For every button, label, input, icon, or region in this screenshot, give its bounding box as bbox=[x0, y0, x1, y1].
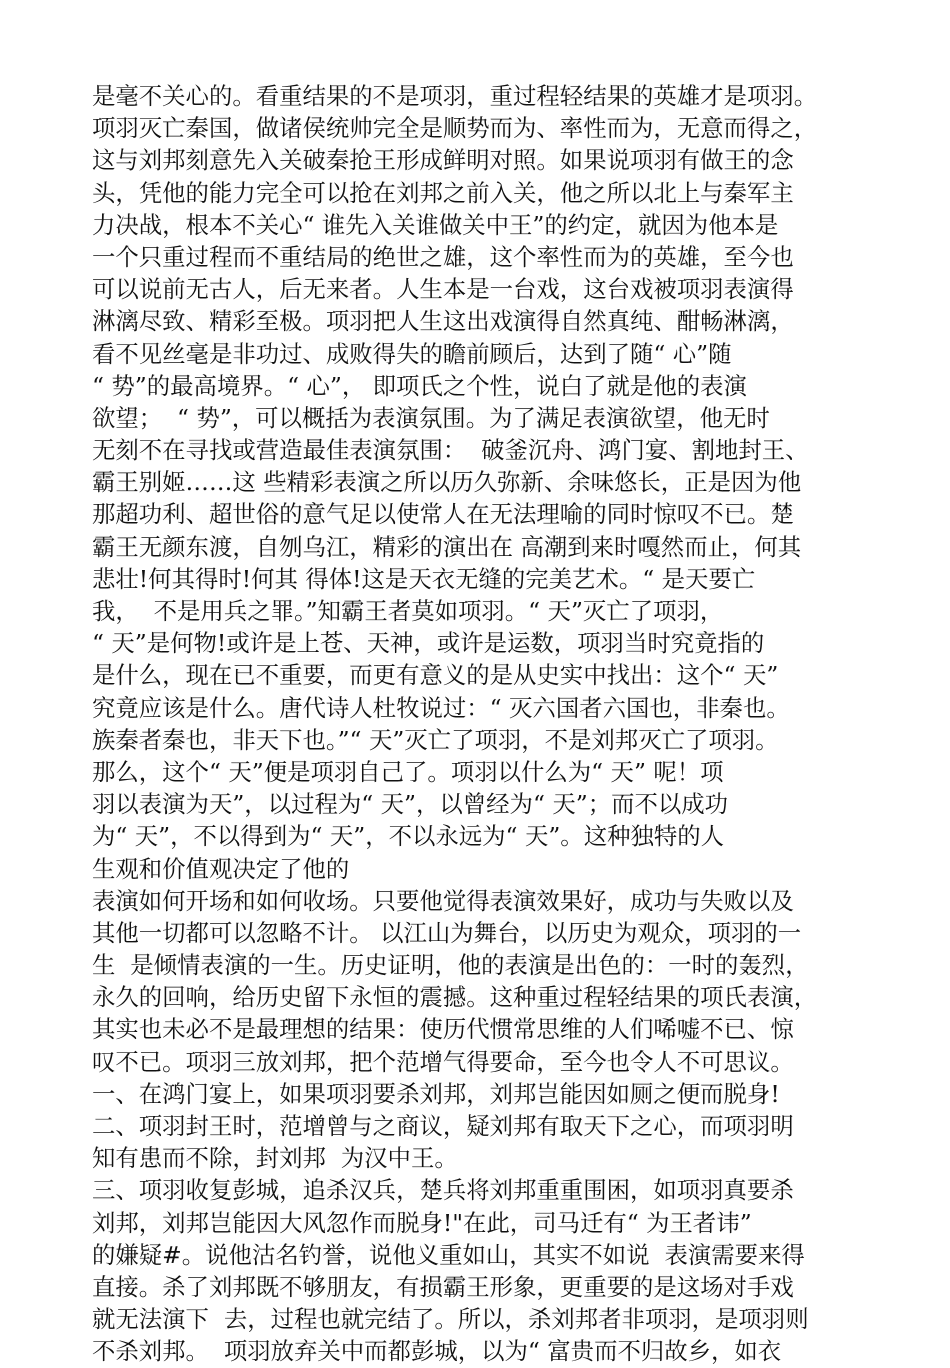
text-line: 生 是倾情表演的一生。历史证明，他的表演是出色的：一时的轰烈， bbox=[92, 951, 809, 980]
text-line: 力决战，根本不关心“ 谁先入关谁做关中王”的约定，就因为他本是 bbox=[92, 210, 779, 239]
text-line: 悲壮!何其得时!何其 得体!这是天衣无缝的完美艺术。“ 是天要亡 bbox=[92, 564, 756, 593]
text-line: 直接。杀了刘邦既不够朋友，有损霸王形象，更重要的是这场对手戏 bbox=[92, 1272, 794, 1301]
text-line: 项羽灭亡秦国，做诸侯统帅完全是顺势而为、率性而为，无意而得之， bbox=[92, 114, 818, 143]
text-line: 那超功利、超世俗的意气足以使常人在无法理喻的同时惊叹不已。楚 bbox=[92, 500, 794, 529]
text-line: 霸王别姬……这 些精彩表演之所以历久弥新、余味悠长，正是因为他 bbox=[92, 468, 802, 497]
text-line: 刘邦，刘邦岂能因大风忽作而脱身!"在此，司马迁有“ 为王者讳” bbox=[92, 1208, 752, 1237]
text-line: 无刻不在寻找或营造最佳表演氛围： 破釜沉舟、鸿门宴、割地封王、 bbox=[92, 436, 809, 465]
text-line: 其他一切都可以忽略不计。 以江山为舞台，以历史为观众，项羽的一 bbox=[92, 918, 802, 947]
text-line: 头，凭他的能力完全可以抢在刘邦之前入关，他之所以北上与秦军主 bbox=[92, 178, 794, 207]
text-line: 二、项羽封王时，范增曾与之商议，疑刘邦有取天下之心，而项羽明 bbox=[92, 1112, 794, 1140]
text-line: 为“ 天”，不以得到为“ 天”，不以永远为“ 天”。这种独特的人 bbox=[92, 822, 725, 851]
text-line: 一个只重过程而不重结局的绝世之雄，这个率性而为的英雄，至今也 bbox=[92, 242, 794, 271]
text-line: “ 势”的最高境界。“ 心”， 即项氏之个性，说白了就是他的表演 bbox=[92, 371, 747, 400]
text-line: 叹不已。项羽三放刘邦，把个范增气得要命，至今也令人不可思议。 bbox=[92, 1047, 794, 1076]
text-line: 淋漓尽致、精彩至极。项羽把人生这出戏演得自然真纯、酣畅淋漓， bbox=[92, 307, 794, 336]
text-line: 霸王无颜东渡，自刎乌江，精彩的演出在 高潮到来时嘎然而止，何其 bbox=[92, 532, 802, 561]
text-line: 族秦者秦也，非天下也。”“ 天”灭亡了项羽，不是刘邦灭亡了项羽。 bbox=[92, 725, 779, 754]
text-line: 就无法演下 去，过程也就完结了。所以，杀刘邦者非项羽，是项羽则 bbox=[92, 1305, 809, 1334]
text-line: 是毫不关心的。看重结果的不是项羽，重过程轻结果的英雄才是项羽。 bbox=[92, 82, 818, 110]
text-line: 的嫌疑#。说他沽名钓誉，说他义重如山，其实不如说 表演需要来得 bbox=[92, 1240, 805, 1269]
text-line: 我， 不是用兵之罪。”知霸王者莫如项羽。“ 天”灭亡了项羽， bbox=[92, 597, 724, 625]
text-line: 是什么，现在已不重要，而更有意义的是从史实中找出：这个“ 天” bbox=[92, 661, 779, 690]
text-line: 可以说前无古人，后无来者。人生本是一台戏，这台戏被项羽表演得 bbox=[92, 275, 794, 304]
text-line: 这与刘邦刻意先入关破秦抢王形成鲜明对照。如果说项羽有做王的念 bbox=[92, 146, 794, 175]
text-line: 一、在鸿门宴上，如果项羽要杀刘邦，刘邦岂能因如厕之便而脱身! bbox=[92, 1079, 780, 1108]
text-line: 其实也未必不是最理想的结果：使历代惯常思维的人们唏嘘不已、惊 bbox=[92, 1015, 794, 1044]
text-line: 那么，这个“ 天”便是项羽自己了。项羽以什么为“ 天” 呢！项 bbox=[92, 757, 724, 786]
text-line: 不杀刘邦。 项羽放弃关中而都彭城，以为“ 富贵而不归故乡，如衣 bbox=[92, 1337, 782, 1366]
text-line: 永久的回响，给历史留下永恒的震撼。这种重过程轻结果的项氏表演， bbox=[92, 983, 818, 1012]
text-line: 羽以表演为天”，以过程为“ 天”，以曾经为“ 天”；而不以成功 bbox=[92, 790, 729, 819]
text-line: 欲望； “ 势”，可以概括为表演氛围。为了满足表演欲望，他无时 bbox=[92, 403, 770, 432]
text-line: 表演如何开场和如何收场。只要他觉得表演效果好，成功与失败以及 bbox=[92, 886, 794, 915]
text-line: 三、项羽收复彭城，追杀汉兵，楚兵将刘邦重重围困，如项羽真要杀 bbox=[92, 1176, 794, 1205]
text-line: 生观和价值观决定了他的 bbox=[92, 854, 350, 883]
document-body bbox=[92, 80, 864, 1368]
text-line: 看不见丝毫是非功过、成败得失的瞻前顾后，达到了随“ 心”随 bbox=[92, 339, 732, 368]
text-line: “ 天”是何物!或许是上苍、天神，或许是运数，项羽当时究竟指的 bbox=[92, 629, 765, 658]
text-line: 究竟应该是什么。唐代诗人杜牧说过：“ 灭六国者六国也，非秦也。 bbox=[92, 693, 790, 722]
text-line: 知有患而不除，封刘邦 为汉中王。 bbox=[92, 1144, 458, 1173]
